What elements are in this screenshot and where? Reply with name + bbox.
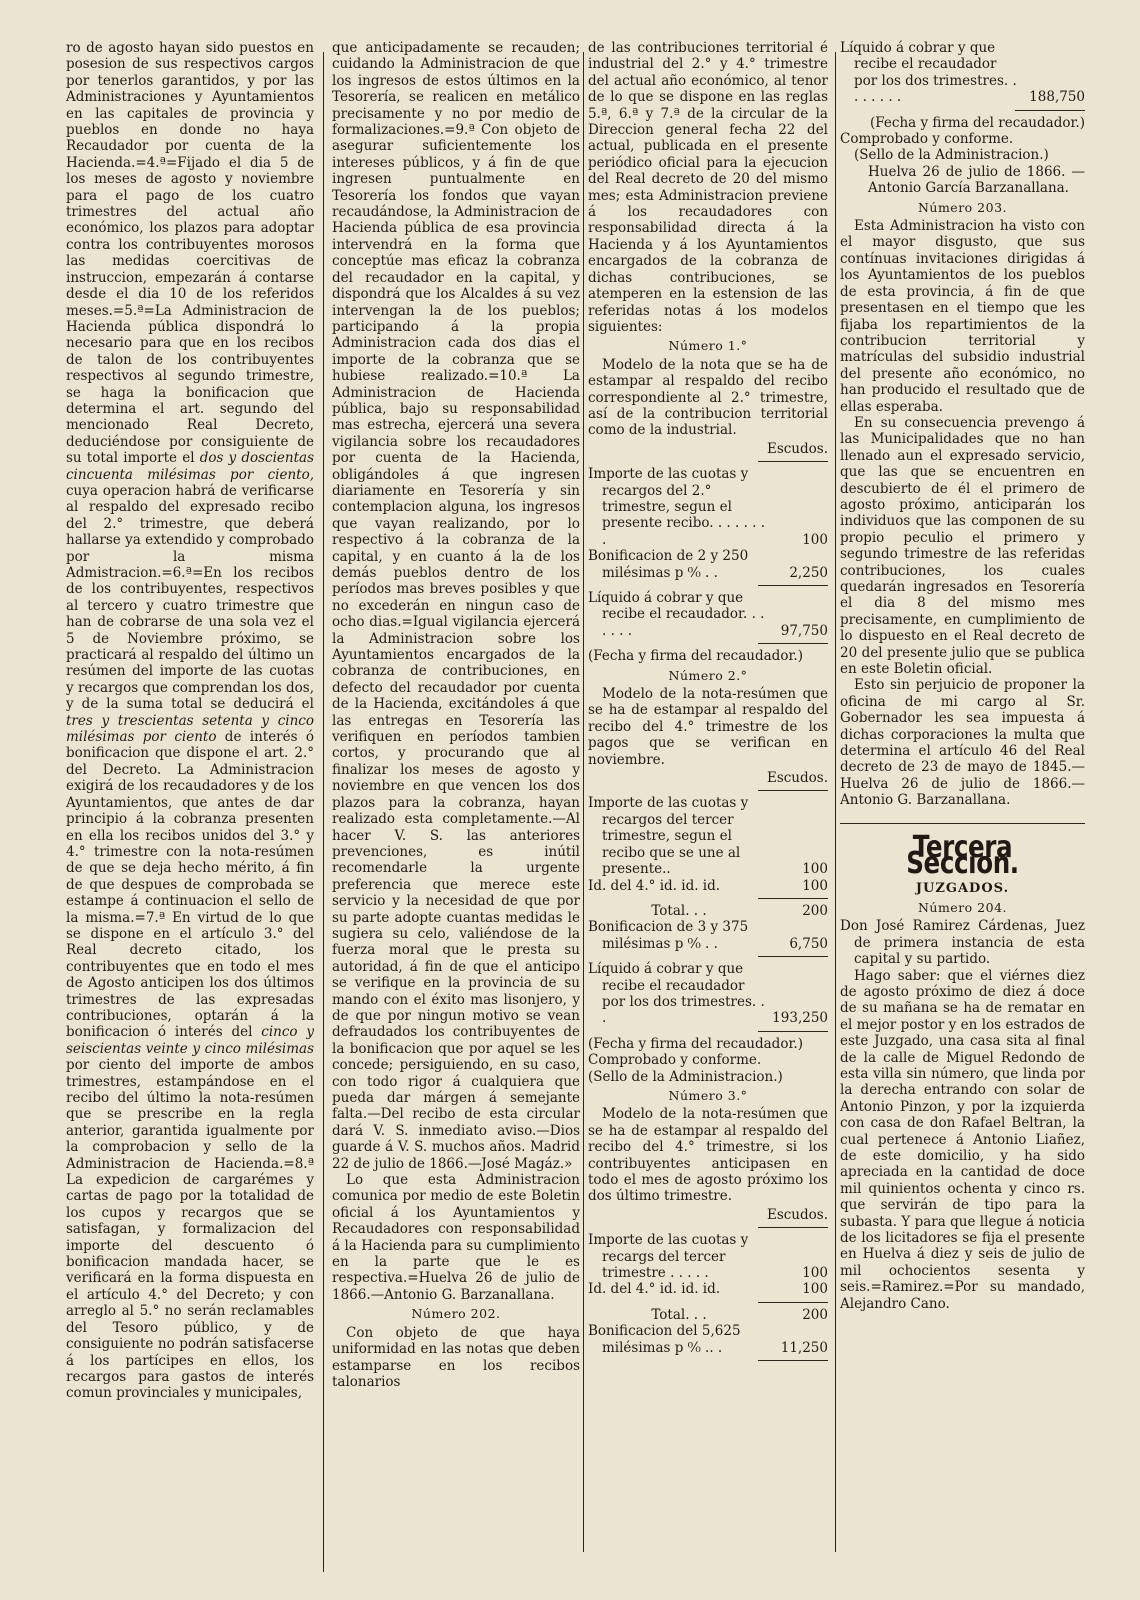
divider [758,1227,828,1228]
notice-number: Número 202. [411,1306,501,1322]
amount-row: Importe de las cuotas y recargs del tercer trimestre . . . . . 100 [588,1232,828,1282]
section-title: Tercera Seccion. [906,829,1019,882]
section-divider [840,823,1085,824]
model-number: Número 1.° [668,338,748,354]
notice-number: Número 204. [917,899,1008,915]
column-1 [66,40,314,1590]
currency-label: Escudos. [766,770,828,787]
article-text: de las contribuciones territorial é industrial del 2.° y 4.° trimestre del actual año económico, al tenor de lo que se dispone en las reglas 5.ª, 6.ª y 7.ª de la circular de la Direccion general fecha 22 del actual, publicada en el presente periódico oficial para la ejecucion del Real decreto de 20 del mismo mes; esta Administracion previene á los recaudadores con responsabilidad directa á la Hacienda y á los Ayuntamientos encargados de la cobranza de dichas contribuciones, se atemperen en la estension de las referidas notas á los modelos siguientes: [588,40,828,335]
model-text: Modelo de la nota-resúmen que se ha de estampar al respaldo del recibo del 4.° trimestre de los pagos que se verifican en noviembre. [588,686,828,768]
model-number: Número 2.° [668,667,748,683]
currency-label: Escudos. [766,1206,828,1223]
amount-row: Bonificacion de 3 y 375 milésimas p ⁰⁄₀ . . 6,750 [588,919,828,952]
amount-row: Importe de las cuotas y recargos del tercer trimestre, segun el recibo que se une al presente.. 100 [588,795,828,878]
article-text: Esto sin perjuicio de proponer la oficina de mi cargo al Sr. Gobernador les sea impuesta á dichas corporaciones la multa que determina el artículo 46 del Real decreto de 23 de mayo de 1845.— Huelva 26 de julio de 1866.— Antonio G. Barzanallana. [840,677,1085,809]
verification-note: Comprobado y conforme. [840,131,1014,148]
divider [758,898,828,899]
notice-number: Número 203. [917,199,1008,215]
article-text: Esta Administracion ha visto con el mayor disgusto, que sus contínuas invitaciones dirigidas á los Ayuntamientos de los pueblos de esta provincia, á fin de que presentasen en el tiempo que les fijaba los repartimientos de la contribucion territorial y matrículas del subsidio industrial del presente año económico, no han producido el resultado que de ellas esperaba. [840,218,1085,415]
amount-row: Id. del 4.° id. id. id. 100 [588,1281,828,1298]
amount-row: Líquido á cobrar y que recibe el recaudador por los dos trimestres. . . 193,250 [588,961,828,1027]
divider [758,585,828,586]
place-date-signature: Huelva 26 de julio de 1866. —Antonio García Barzanallana. [868,163,1085,197]
amount-row: Bonificacion de 2 y 250 milésimas p ⁰⁄₀ . . 2,250 [588,548,828,581]
divider [758,1031,828,1032]
article-text: Hago saber: que el viérnes diez de agosto próximo de diez á doce de su mañana se ha de rematar en el mejor postor y en los estrados de este Juzgado, una casa sita al final de la calle de Miguel Redondo de esta villa sin número, que linda por la derecha entrando con solar de Antonio Pinzon, y por la izquierda con casa de don Rafael Beltran, la cual pertenece á Antonio Liañez, de este domicilio, y ha sido apreciada en la cantidad de doce mil quinientos ochenta y cinco rs. que servirán de tipo para la subasta. Y para que llegue á noticia de los licitadores se fija el presente en Huelva á diez y seis de julio de mil ochocientos sesenta y seis.=Ramirez.=Por su mandado, Alejandro Cano. [840,967,1085,1312]
seal-note: (Sello de la Administracion.) [854,147,1049,164]
amount-row: Id. del 4.° id. id. id. 100 [588,877,828,894]
amount-row: Total. . . 200 [651,902,828,919]
column-rule [583,52,584,1552]
divider [758,1302,828,1303]
amount-row: Líquido á cobrar y que recibe el recaudador por los dos trimestres. . . . . . . . 188,750 [840,40,1085,106]
signature-note: (Fecha y firma del recaudador.) [870,114,1085,131]
divider [758,1360,828,1361]
article-text: Don José Ramirez Cárdenas, Juez de primera instancia de esta capital y su partido. [840,918,1085,968]
article-text: En su consecuencia prevengo á las Municipalidades que no han llenado aun el expresado servicio, que las que se encuentren en descubierto de él el primero de agosto próximo, anticiparán los individuos que las componen de su propio peculio el primero y segundo trimestre de las referidas contribuciones, los cuales quedarán ingresados en Tesorería el dia 8 del mismo mes precisamente, en cumplimiento de lo dispuesto en el Real decreto de 20 del presente julio que se publica en este Boletin oficial. [840,414,1085,678]
signature-note: (Fecha y firma del recaudador.) [588,648,803,665]
divider [1015,110,1085,111]
divider [758,790,828,791]
column-rule [835,52,836,1552]
article-text: Lo que esta Administracion comunica por medio de este Boletin oficial á los Ayuntamientos y Recaudadores con responsabilidad á la Hacienda para su cumplimiento en la parte que le es respectiva.=Huelva 26 de julio de 1866.—Antonio G. Barzanallana. [332,1172,580,1303]
seal-note: (Sello de la Administracion.) [588,1068,783,1085]
model-text: Modelo de la nota-resúmen que se ha de estampar al respaldo del recibo del 4.° trimestre, si los contribuyentes anticipasen en todo el mes de agosto próximo los dos último trimestre. [588,1106,828,1205]
column-rule [323,52,324,1572]
divider [758,956,828,957]
currency-label: Escudos. [766,440,828,457]
signature-note: (Fecha y firma del recaudador.) [588,1035,803,1052]
column-4 [840,40,1085,1590]
article-text: que anticipadamente se recauden; cuidando la Administracion de que los ingresos de estos últimos en la Tesorería, se realicen en metálico precisamente y no por medio de formalizaciones.=9.ª Con objeto de asegurar suficientemente los intereses públicos, y á fin de que ingresen puntualmente en Tesorería los fondos que vayan recaudándose, la Administracion de Hacienda pública de esa provincia intervendrá en la forma que conceptúe mas eficaz la cobranza del recaudador en la capital, y dispondrá que los Alcaldes á su vez intervengan la de los pueblos; participando á la propia Administracion cada dos dias el importe de la cobranza que se hubiese realizado.=10.ª La Administracion de Hacienda pública, bajo su responsabilidad mas estrecha, ejercerá una severa vigilancia sobre los recaudadores por cuenta de la Hacienda, obligándoles á que ingresen diariamente en Tesorería y sin contemplacion alguna, los ingresos que vayan realizando, por lo respectivo á la cobranza de la capital, y en cuanto á la de los demás pueblos dentro de los períodos mas breves posibles y que no excederán en ningun caso de ocho dias.=Igual vigilancia ejercerá la Administracion sobre los Ayuntamientos encargados de la cobranza de contribuciones, en defecto del recaudador por cuenta de la Hacienda, excitándoles á que las entregas en Tesorería las verifiquen en períodos tambien cortos, y procurando que al finalizar los meses de agosto y noviembre en que vencen los dos plazos para la cobranza, hayan realizado esta completamente.—Al hacer V. S. las anteriores prevenciones, es inútil recomendarle la urgente preferencia que merece este servicio y la necesidad de que por su parte adopte cuantas medidas le sugiera su celo, valiéndose de la fuerza moral que le presta su autoridad, á fin de que el anticipo se verifique en la provincia de su mando con el éxito mas lisonjero, y de que por ningun motivo se vean defraudados los contribuyentes de la bonificacion que por aquel se les concede; persiguiendo, en su caso, con todo rigor á cualquiera que pueda dar márgen á semejante falta.—Del recibo de esta circular dará V. S. inmediato aviso.—Dios guarde á V. S. muchos años. Madrid 22 de julio de 1866.—José Magáz.» [332,40,580,1172]
column-3 [588,40,828,1580]
article-text: Con objeto de que haya uniformidad en las notas que deben estamparse en los recibos talonarios [332,1324,580,1390]
amount-row: Total. . . 200 [651,1306,828,1323]
amount-row: Bonificacion del 5,625 milésimas p ⁰⁄₀ .. . 11,250 [588,1323,828,1356]
divider [758,461,828,462]
article-text: ro de agosto hayan sido puestos en posesion de sus respectivos cargos por tenerlos garantidos, y por las Administraciones y Ayuntamientos en las capitales de provincia y pueblos en donde no haya Recaudador por cuenta de la Hacienda.=4.ª=Fijado el dia 5 de los meses de agosto y noviembre para el pago de los cuatro trimestres del actual año económico, los plazos para adoptar contra los contribuyentes morosos las medidas coercitivas de instruccion, empezarán á contarse desde el dia 10 de los referidos meses.=5.ª=La Administracion de Hacienda pública dispondrá lo necesario para que en los recibos de talon de los contribuyentes respectivos al segundo trimestre, se haga la bonificacion que determina el art. segundo del mencionado Real Decreto, deduciéndose por consiguiente de su total importe el dos y doscientas cincuenta milésimas por ciento, cuya operacion habrá de verificarse al respaldo del expresado recibo del 2.° trimestre, que deberá hallarse ya extendido y comprobado por la misma Admistracion.=6.ª=En los recibos de los contribuyentes, respectivos al tercero y cuatro trimestre que han de cobrarse de una sola vez el 5 de Noviembre próximo, se practicará al respaldo del último un resúmen del importe de las cuotas y recargos que comprendan los dos, y de la suma total se deducirá el tres y trescientas setenta y cinco milésimas por ciento de interés ó bonificacion que dispone el art. 2.° del Decreto. La Administracion exigirá de los recaudadores y de los Ayuntamientos, que antes de dar principio á la cobranza presenten en ella los recibos unidos del 3.° y 4.° trimestre con la nota-resúmen de que se deja hecho mérito, á fin de que despues de comprobada se estampe á continuacion el sello de la misma.=7.ª En virtud de lo que se dispone en el artículo 3.° del Real decreto citado, los contribuyentes que en todo el mes de Agosto anticipen los dos últimos trimestres de las expresadas contribuciones, optarán á la bonificacion ó interés del cinco y seiscientas veinte y cinco milésimas por ciento del importe de ambos trimestres, estampándose en el recibo del último la nota-resúmen que se prescribe en la regla anterior, garantida igualmente por la comprobacion y sello de la Administracion de Hacienda.=8.ª La expedicion de cargarémes y cartas de pago por la totalidad de los cupos y recargos que se satisfagan, y formalizacion del importe del descuento ó bonificacion mandada hacer, se verificará en la forma dispuesta en el artículo 4.° del Decreto; y con arreglo al 5.° no serán reclamables del Tesoro público, y de consiguiente no podrán satisfacerse á los partícipes en ellos, los recargos para gastos de interés comun provinciales y municipales, [66,40,314,1402]
subsection-title: JUZGADOS. [915,880,1010,896]
model-number: Número 3.° [668,1087,748,1103]
divider [758,643,828,644]
column-2 [332,40,580,1580]
amount-row: Líquido á cobrar y que recibe el recaudador. . . . . . . 97,750 [588,590,828,639]
verification-note: Comprobado y conforme. [588,1052,762,1069]
amount-row: Importe de las cuotas y recargos del 2.° trimestre, segun el presente recibo. . . . . . . . 100 [588,466,828,548]
model-text: Modelo de la nota que se ha de estampar al respaldo del recibo correspondiente al 2.° trimestre, así de la contribucion territorial como de la industrial. [588,356,828,439]
